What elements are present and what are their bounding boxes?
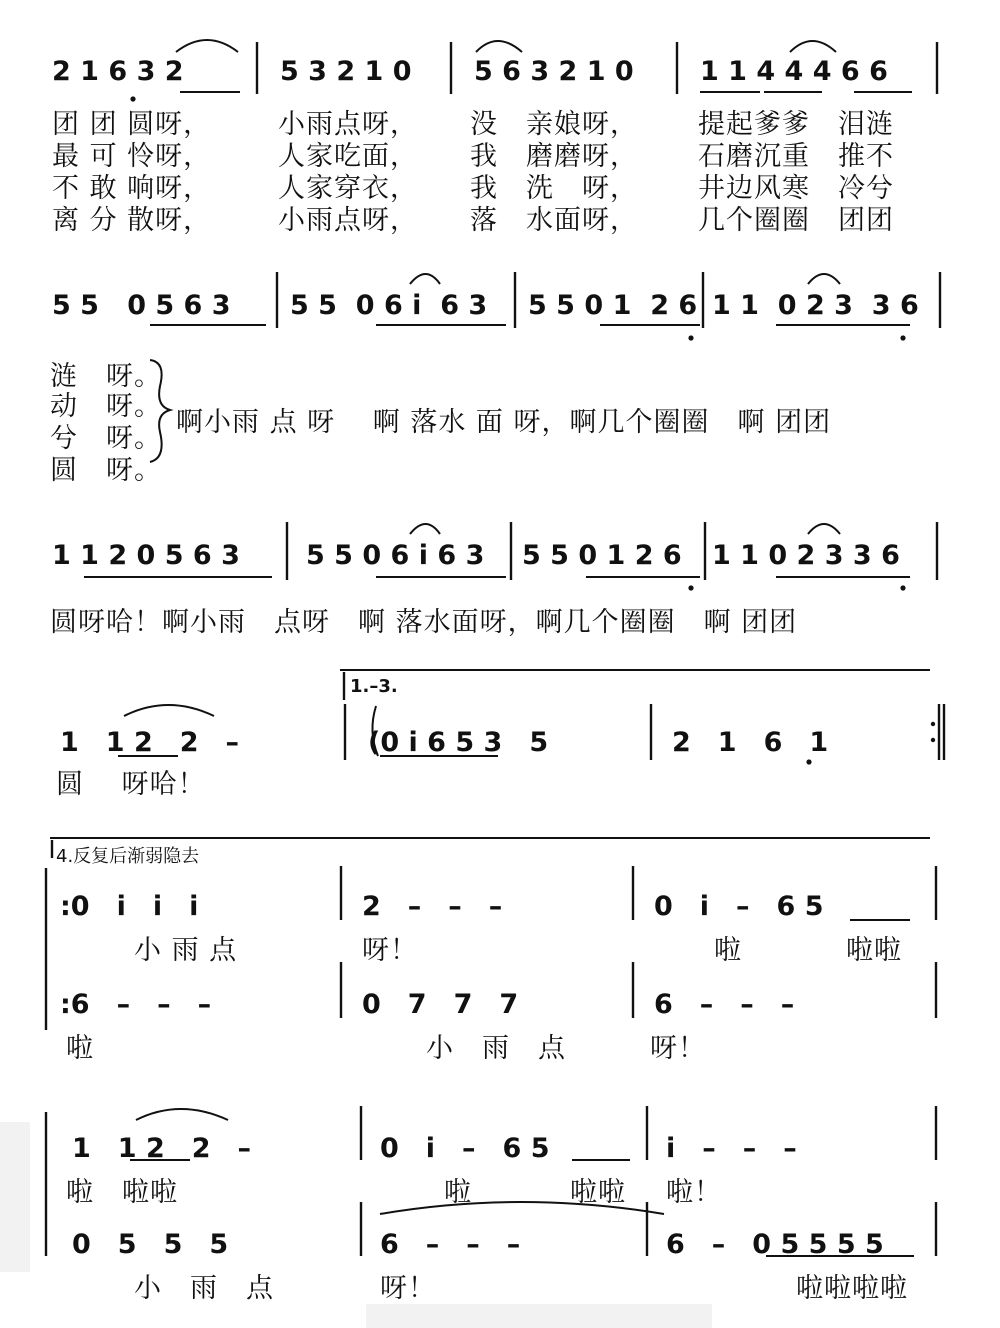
row6-upper-lyric-2: 啦 bbox=[444, 1177, 472, 1208]
row2-measure4-notes: 1 1 0 2 3 3 6 bbox=[712, 290, 919, 321]
slur bbox=[176, 40, 238, 52]
row1-lyric-verse1-c: 没 亲娘呀， bbox=[470, 109, 638, 140]
row1-measure2-notes: 5 3 2 1 0 bbox=[280, 56, 412, 87]
low-dot bbox=[900, 585, 905, 590]
low-dot bbox=[130, 96, 135, 101]
low-dot bbox=[806, 759, 811, 764]
row1-lyric-verse1-b: 小雨点呀， bbox=[278, 109, 418, 140]
row1-measure1-notes: 2 1 6 3 2 bbox=[52, 56, 184, 87]
row6-upper-lyric-1: 啦 啦啦 bbox=[66, 1177, 178, 1208]
row3-lyrics: 圆呀哈！啊小雨 点呀 啊 落水面呀，啊几个圈圈 啊 团团 bbox=[50, 607, 798, 638]
row5-lower-lyric-3: 呀！ bbox=[650, 1033, 706, 1064]
row1-lyric-verse2-c: 我 磨磨呀， bbox=[470, 141, 638, 172]
row5-lower-m3: 6 – – – bbox=[654, 989, 795, 1020]
repeat-dot bbox=[931, 722, 935, 726]
row1-measure4-notes: 1 1 4 4 4 6 6 bbox=[700, 56, 888, 87]
row2-measure1-notes: 5 5 0 5 6 3 bbox=[52, 290, 231, 321]
row6-lower-lyric-3: 啦啦啦啦 bbox=[796, 1273, 908, 1304]
slur bbox=[410, 524, 440, 534]
row5-upper-lyric-3: 啦 bbox=[714, 935, 742, 966]
row2-lyric-left4: 圆 呀。 bbox=[50, 455, 162, 486]
slur bbox=[790, 41, 836, 52]
row5-upper-lyric-1: 小 雨 点 bbox=[134, 935, 238, 966]
row1-lyric-verse1-d: 提起爹爹 泪涟 bbox=[698, 109, 894, 140]
slur bbox=[476, 41, 522, 52]
volta-1-3: 1.–3. bbox=[350, 676, 398, 697]
row1-lyric-verse3-b: 人家穿衣， bbox=[278, 173, 418, 204]
row3-measure1-notes: 1 1 2 0 5 6 3 bbox=[52, 540, 240, 571]
row6-lower-m3: 6 – 0 5 5 5 5 bbox=[666, 1229, 884, 1260]
row1-lyric-verse3-a: 不 敢 响呀， bbox=[52, 173, 212, 204]
slur bbox=[808, 274, 840, 284]
row5-upper-m3: 0 i – 6 5 bbox=[654, 891, 824, 922]
row2-measure2-notes: 5 5 0 6 i 6 3 bbox=[290, 290, 488, 321]
row5-upper-m1: :0 i i i bbox=[60, 891, 199, 922]
row1-lyric-verse1-a: 团 团 圆呀， bbox=[52, 109, 212, 140]
row5-lower-m2: 0 7 7 7 bbox=[362, 989, 519, 1020]
row2-lyric-left3: 兮 呀。 bbox=[50, 423, 162, 454]
row4-left-notes: 1 1 2 2 – bbox=[60, 727, 240, 758]
volta-4: 4.反复后渐弱隐去 bbox=[56, 846, 200, 867]
row1-lyric-verse4-c: 落 水面呀， bbox=[470, 205, 638, 236]
row5-lower-m1: :6 – – – bbox=[60, 989, 212, 1020]
row6-upper-lyric-4: 啦！ bbox=[666, 1177, 722, 1208]
slur bbox=[410, 274, 440, 284]
row1-lyric-verse3-c: 我 洗 呀， bbox=[470, 173, 638, 204]
row1-lyric-verse2-d: 石磨沉重 推不 bbox=[698, 141, 894, 172]
row6-upper-m2: 0 i – 6 5 bbox=[380, 1133, 550, 1164]
row1-lyric-verse4-a: 离 分 散呀， bbox=[52, 205, 212, 236]
row6-lower-lyric-2: 呀！ bbox=[380, 1273, 436, 1304]
low-dot bbox=[688, 585, 693, 590]
row2-measure3-notes: 5 5 0 1 2 6 bbox=[528, 290, 698, 321]
slur bbox=[808, 524, 840, 534]
row6-lower-m1: 0 5 5 5 bbox=[72, 1229, 229, 1260]
scan-artifact-left bbox=[0, 1122, 30, 1272]
row1-lyric-verse3-d: 井边风寒 冷兮 bbox=[698, 173, 894, 204]
row5-upper-m2: 2 – – – bbox=[362, 891, 503, 922]
row3-measure4-notes: 1 1 0 2 3 3 6 bbox=[712, 540, 900, 571]
row6-upper-m1: 1 1 2 2 – bbox=[72, 1133, 252, 1164]
row2-lyric-left2: 动 呀。 bbox=[50, 391, 162, 422]
row4-right2-notes: 2 1 6 1 bbox=[672, 727, 829, 758]
repeat-dot bbox=[931, 738, 935, 742]
low-dot bbox=[900, 335, 905, 340]
row5-lower-lyric-1: 啦 bbox=[66, 1033, 94, 1064]
row5-lower-lyric-2: 小 雨 点 bbox=[426, 1033, 566, 1064]
row6-upper-m3: i – – – bbox=[666, 1133, 797, 1164]
low-dot bbox=[688, 335, 693, 340]
row6-upper-lyric-3: 啦啦 bbox=[570, 1177, 626, 1208]
slur bbox=[124, 705, 214, 716]
row6-lower-lyric-1: 小 雨 点 bbox=[134, 1273, 274, 1304]
row2-lyric-left1: 涟 呀。 bbox=[50, 361, 162, 392]
slur bbox=[136, 1109, 228, 1120]
scan-artifact-bottom bbox=[366, 1304, 712, 1328]
row1-measure3-notes: 5 6 3 2 1 0 bbox=[474, 56, 634, 87]
row1-lyric-verse4-d: 几个圈圈 团团 bbox=[698, 205, 894, 236]
row1-lyric-verse4-b: 小雨点呀， bbox=[278, 205, 418, 236]
row2-lyric-common: 啊小雨 点 呀 啊 落水 面 呀，啊几个圈圈 啊 团团 bbox=[176, 407, 832, 438]
row4-lyrics: 圆 呀哈！ bbox=[56, 769, 206, 800]
row3-measure2-notes: 5 5 0 6 i 6 3 bbox=[306, 540, 485, 571]
row5-upper-lyric-4: 啦啦 bbox=[846, 935, 902, 966]
row1-lyric-verse2-a: 最 可 怜呀， bbox=[52, 141, 212, 172]
row6-lower-m2: 6 – – – bbox=[380, 1229, 521, 1260]
row3-measure3-notes: 5 5 0 1 2 6 bbox=[522, 540, 682, 571]
row5-upper-lyric-2: 呀！ bbox=[362, 935, 418, 966]
row1-lyric-verse2-b: 人家吃面， bbox=[278, 141, 418, 172]
row4-right1-notes: (0 i 6 5 3 5 bbox=[368, 727, 549, 758]
